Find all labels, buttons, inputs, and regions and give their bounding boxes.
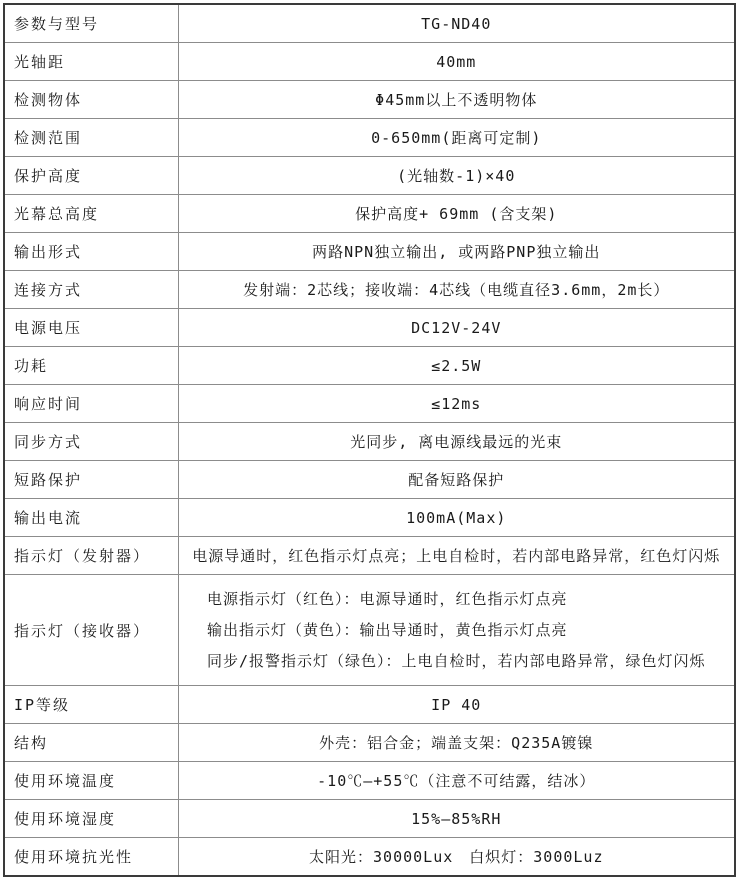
param-label: 结构 (4, 724, 178, 762)
param-value: ≤12ms (178, 385, 735, 423)
table-row (4, 271, 735, 309)
param-label: 保护高度 (4, 157, 178, 195)
param-label: 输出形式 (4, 233, 178, 271)
product-spec-table (3, 3, 736, 877)
table-row (4, 385, 735, 423)
param-label: 指示灯（发射器） (4, 537, 178, 575)
table-row (4, 686, 735, 724)
table-row (4, 347, 735, 385)
param-value: 100mA(Max) (178, 499, 735, 537)
value-line: 输出指示灯（黄色）：输出导通时，黄色指示灯点亮 (206, 620, 568, 639)
param-value (178, 575, 735, 686)
value-line: 电源指示灯（红色）：电源导通时，红色指示灯点亮 (206, 589, 568, 608)
param-label: 使用环境湿度 (4, 800, 178, 838)
param-value: 电源导通时，红色指示灯点亮；上电自检时，若内部电路异常，红色灯闪烁 (178, 537, 735, 575)
table-row (4, 724, 735, 762)
table-row (4, 762, 735, 800)
param-value: -10℃—+55℃（注意不可结露，结冰） (178, 762, 735, 800)
param-value: TG-ND40 (178, 4, 735, 43)
table-row (4, 4, 735, 43)
param-value: 配备短路保护 (178, 461, 735, 499)
table-row (4, 461, 735, 499)
param-label: 指示灯（接收器） (4, 575, 178, 686)
param-label: 连接方式 (4, 271, 178, 309)
param-label: 使用环境温度 (4, 762, 178, 800)
param-label: 短路保护 (4, 461, 178, 499)
table-row (4, 838, 735, 877)
param-label: 参数与型号 (4, 4, 178, 43)
table-row (4, 43, 735, 81)
param-label: 响应时间 (4, 385, 178, 423)
param-label: 同步方式 (4, 423, 178, 461)
param-label: 检测范围 (4, 119, 178, 157)
param-value: Φ45mm以上不透明物体 (178, 81, 735, 119)
table-row (4, 499, 735, 537)
table-row (4, 800, 735, 838)
table-row (4, 195, 735, 233)
table-row (4, 157, 735, 195)
param-value: 外壳：铝合金；端盖支架：Q235A镀镍 (178, 724, 735, 762)
param-value: 15%—85%RH (178, 800, 735, 838)
receiver-indicator-lines (207, 584, 706, 677)
param-value: 0-650mm(距离可定制) (178, 119, 735, 157)
param-label: 电源电压 (4, 309, 178, 347)
param-label: IP等级 (4, 686, 178, 724)
table-row (4, 309, 735, 347)
table-row (4, 119, 735, 157)
table-row (4, 537, 735, 575)
param-value: 两路NPN独立输出, 或两路PNP独立输出 (178, 233, 735, 271)
param-value: 太阳光：30000Lux 白炽灯：3000Luz (178, 838, 735, 877)
table-row (4, 423, 735, 461)
table-row-receiver-indicators (4, 575, 735, 686)
param-value: 光同步, 离电源线最远的光束 (178, 423, 735, 461)
table-row (4, 233, 735, 271)
param-label: 光幕总高度 (4, 195, 178, 233)
param-value: IP 40 (178, 686, 735, 724)
param-value: 发射端：2芯线；接收端：4芯线（电缆直径3.6mm，2m长） (178, 271, 735, 309)
param-value: 保护高度+ 69mm (含支架) (178, 195, 735, 233)
param-value: ≤2.5W (178, 347, 735, 385)
spec-table-container (3, 3, 737, 877)
table-row (4, 81, 735, 119)
param-label: 输出电流 (4, 499, 178, 537)
value-line: 同步/报警指示灯（绿色）：上电自检时，若内部电路异常，绿色灯闪烁 (206, 651, 706, 670)
param-value: 40mm (178, 43, 735, 81)
param-label: 检测物体 (4, 81, 178, 119)
param-value: DC12V-24V (178, 309, 735, 347)
param-label: 使用环境抗光性 (4, 838, 178, 877)
param-value: (光轴数-1)×40 (178, 157, 735, 195)
param-label: 光轴距 (4, 43, 178, 81)
param-label: 功耗 (4, 347, 178, 385)
